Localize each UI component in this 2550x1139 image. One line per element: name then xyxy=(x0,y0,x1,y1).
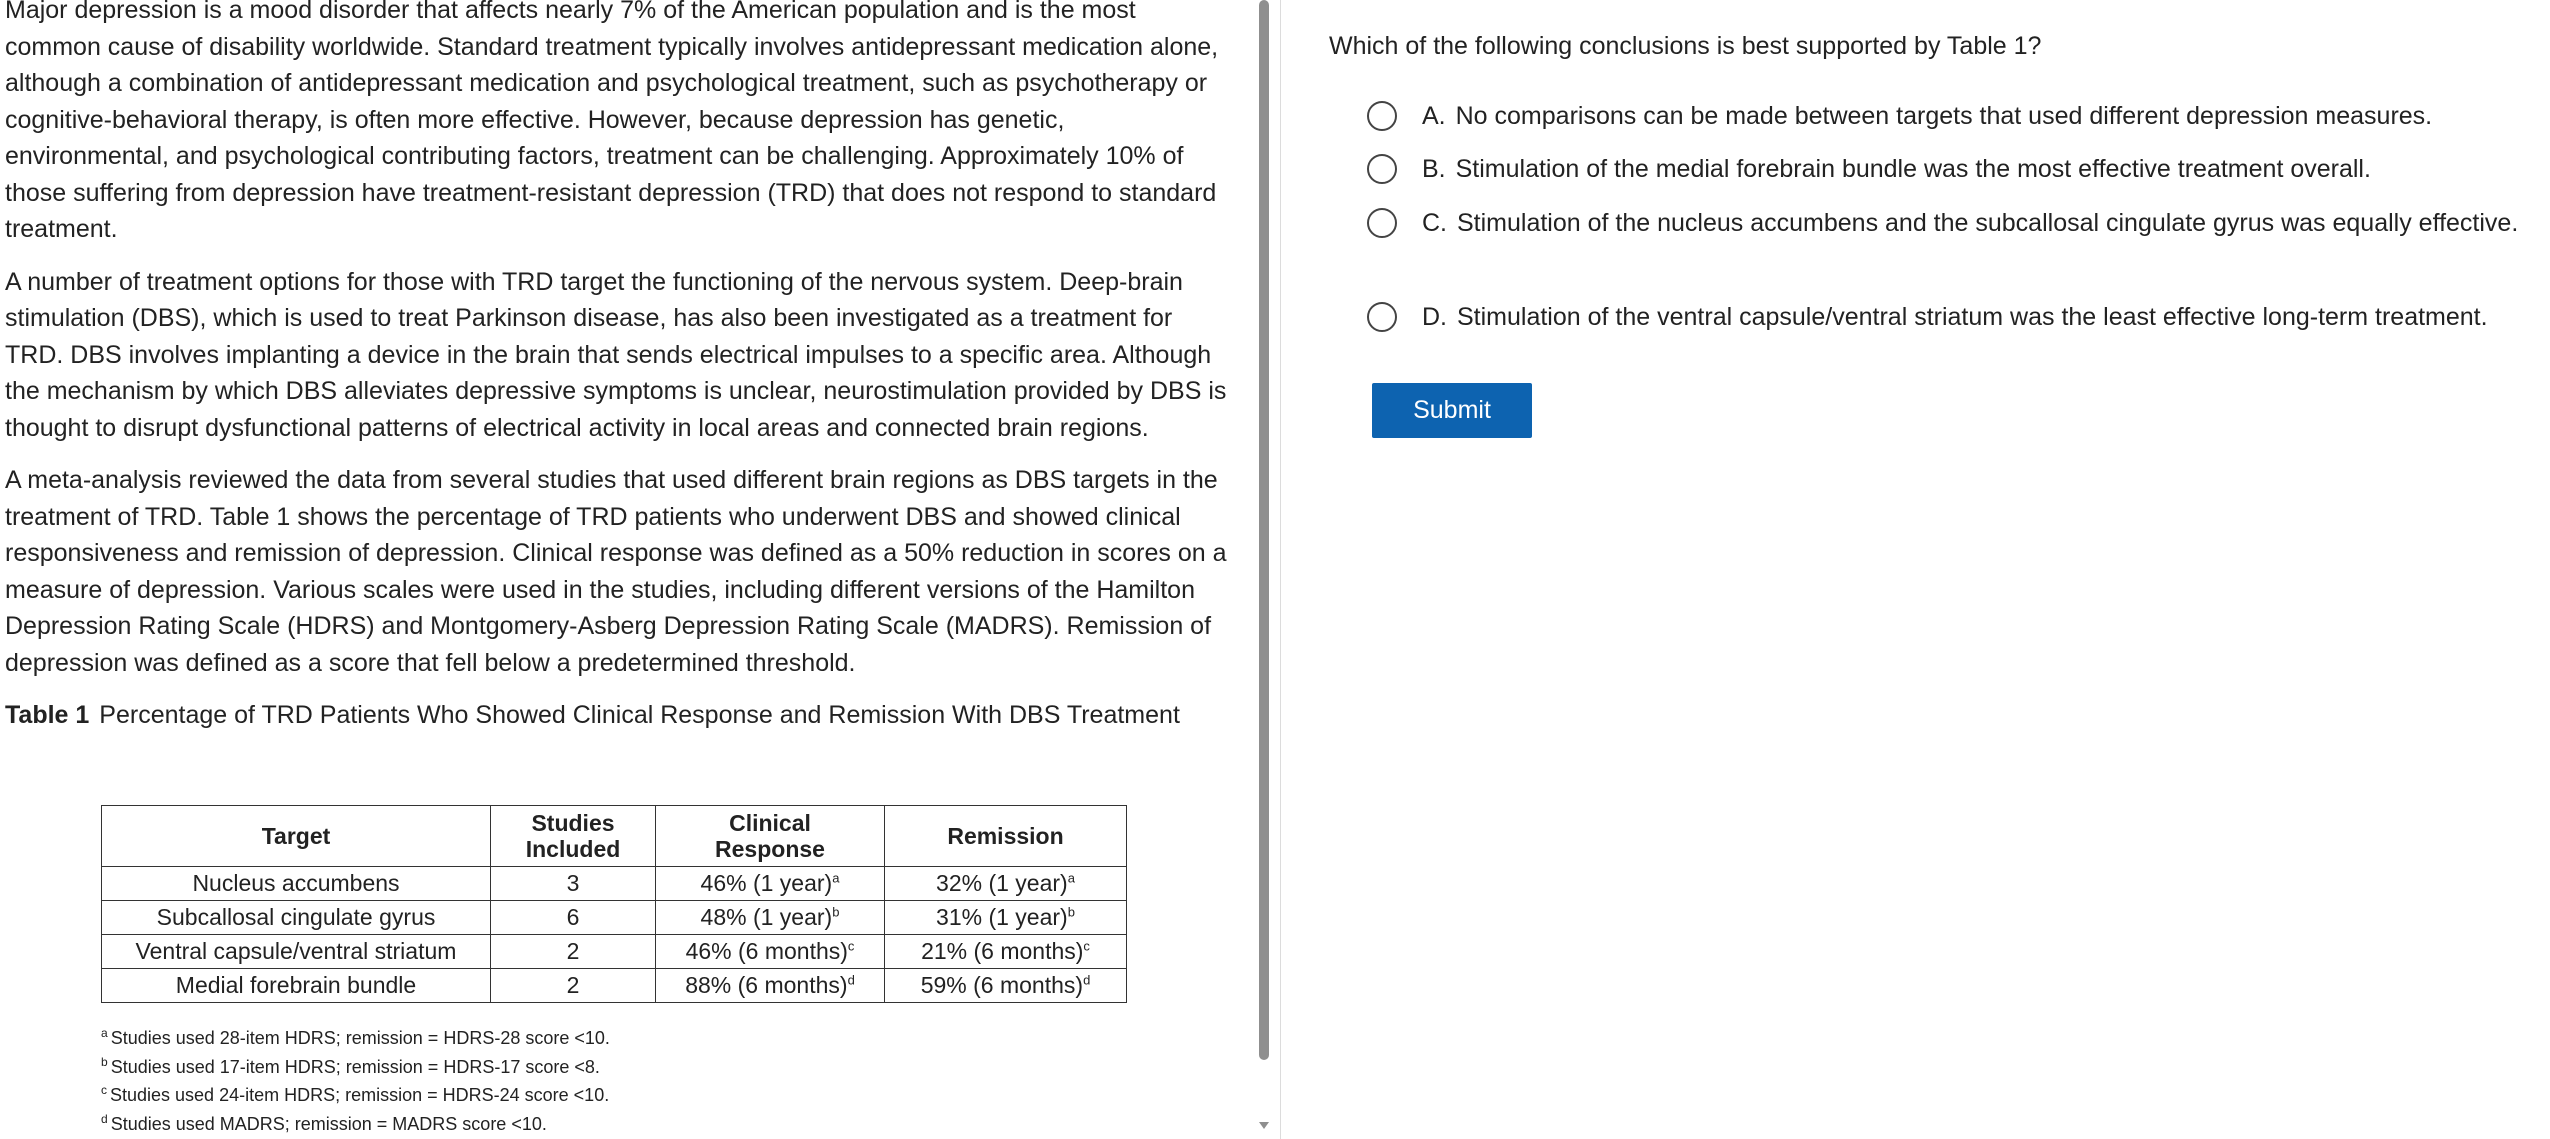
question-pane xyxy=(1282,0,2550,1139)
question-stem: Which of the following conclusions is best supported by Table 1? xyxy=(1329,32,2042,60)
choice-text: No comparisons can be made between targets that used different depression measures. xyxy=(1455,101,2433,130)
cell-response-value: 88% (6 months) xyxy=(685,972,848,998)
radio-button[interactable] xyxy=(1367,154,1397,184)
table-header-row xyxy=(102,806,1127,867)
results-table xyxy=(101,805,1127,1003)
cell-remission-value: 31% (1 year) xyxy=(936,904,1068,930)
passage xyxy=(5,0,1230,733)
footnote xyxy=(101,1110,610,1139)
cell-studies: 2 xyxy=(491,935,656,969)
footnote-marker: c xyxy=(847,938,855,954)
cell-remission-value: 21% (6 months) xyxy=(921,938,1084,964)
cell-target: Subcallosal cingulate gyrus xyxy=(102,901,491,935)
table-footnotes xyxy=(101,1024,610,1138)
submit-button[interactable]: Submit xyxy=(1372,383,1532,438)
footnote-marker: b xyxy=(832,904,840,920)
cell-remission-value: 59% (6 months) xyxy=(920,972,1084,998)
footnote-mark: b xyxy=(101,1054,108,1069)
cell-target: Medial forebrain bundle xyxy=(102,969,491,1003)
header-clinical-response-label: Clinical Response xyxy=(715,810,825,862)
footnote-mark: d xyxy=(101,1111,108,1126)
choice-text: Stimulation of the nucleus accumbens and the subcallosal cingulate gyrus was equally effective. xyxy=(1457,208,2519,237)
cell-remission xyxy=(885,901,1127,935)
footnote-marker: c xyxy=(1083,938,1090,954)
footnote-text: Studies used 17-item HDRS; remission = HDRS-17 score <8. xyxy=(110,1056,600,1077)
passage-paragraph-3: A meta-analysis reviewed the data from several studies that used different brain regions as DBS targets in the treatment of TRD. Table 1 shows the percentage of TRD patients who underwent DBS and showed clinical responsiveness and remission of depression. Clinical response was defined as a 50% reduction in scores on a measure of depression. Various scales were used in the studies, including different versions of the Hamilton Depression Rating Scale (HDRS) and Montgomery-Asberg Depression Rating Scale (MADRS). Remission of depression was defined as a score that fell below a predetermined threshold. xyxy=(5,466,1227,677)
choice-letter: B. xyxy=(1422,154,1446,183)
choice-text: Stimulation of the ventral capsule/ventral striatum was the least effective long-term treatment. xyxy=(1457,302,2488,331)
cell-remission-value: 32% (1 year) xyxy=(936,870,1068,896)
table-row xyxy=(102,969,1127,1003)
cell-remission xyxy=(885,969,1127,1003)
cell-remission xyxy=(885,935,1127,969)
chevron-down-icon[interactable] xyxy=(1257,1118,1271,1132)
footnote xyxy=(101,1053,610,1082)
footnote-marker: a xyxy=(1067,870,1075,886)
choice-letter: A. xyxy=(1422,101,1446,130)
cell-studies: 6 xyxy=(491,901,656,935)
table-caption-label: Table 1 xyxy=(5,701,90,729)
choice-letter: C. xyxy=(1422,208,1447,237)
passage-paragraph-1: Major depression is a mood disorder that affects nearly 7% of the American population and is the most common cause of disability worldwide. Standard treatment typically involves antidepressant medication alone, although a combination of antidepressant medication and psychological treatment, such as psychotherapy or cognitive-behavioral therapy, is often more effective. However, because depression has genetic, environmental, and psychological contributing factors, treatment can be challenging. Approximately 10% of those suffering from depression have treatment-resistant depression (TRD) that does not respond to standard treatment. xyxy=(5,0,1219,243)
passage-pane xyxy=(0,0,1254,1139)
footnote-mark: a xyxy=(101,1026,108,1040)
footnote-text: Studies used 28-item HDRS; remission = HDRS-28 score <10. xyxy=(110,1028,610,1048)
header-target: Target xyxy=(102,806,491,867)
cell-remission xyxy=(885,867,1127,901)
footnote xyxy=(101,1024,610,1053)
cell-response-value: 48% (1 year) xyxy=(700,904,833,930)
table-row xyxy=(102,901,1127,935)
cell-response xyxy=(656,935,885,969)
footnote-marker: a xyxy=(832,870,840,886)
header-clinical-response xyxy=(656,806,885,867)
answer-choice-d[interactable] xyxy=(1367,302,2488,332)
cell-response xyxy=(656,901,885,935)
cell-response-value: 46% (6 months) xyxy=(685,938,848,964)
table-row xyxy=(102,935,1127,969)
footnote-text: Studies used 24-item HDRS; remission = HDRS-24 score <10. xyxy=(110,1085,610,1105)
cell-target: Nucleus accumbens xyxy=(102,867,491,901)
cell-studies: 2 xyxy=(491,969,656,1003)
footnote-text: Studies used MADRS; remission = MADRS score <10. xyxy=(110,1113,547,1134)
answer-choice-b[interactable] xyxy=(1367,154,2371,184)
footnote-mark: c xyxy=(101,1083,107,1097)
table-caption-text: Percentage of TRD Patients Who Showed Clinical Response and Remission With DBS Treatment xyxy=(99,701,1180,729)
choice-text: Stimulation of the medial forebrain bundle was the most effective treatment overall. xyxy=(1455,154,2371,183)
answer-choice-c[interactable] xyxy=(1367,208,2518,238)
cell-response xyxy=(656,969,885,1003)
cell-target: Ventral capsule/ventral striatum xyxy=(102,935,491,969)
footnote-marker: d xyxy=(1083,972,1091,988)
radio-button[interactable] xyxy=(1367,101,1397,131)
answer-choice-a[interactable] xyxy=(1367,101,2432,131)
footnote xyxy=(101,1081,610,1110)
choice-letter: D. xyxy=(1422,302,1447,331)
passage-paragraph-2: A number of treatment options for those with TRD target the functioning of the nervous system. Deep-brain stimulation (DBS), which is used to treat Parkinson disease, has also been investigated as a treatment for TRD. DBS involves implanting a device in the brain that sends electrical impulses to a specific area. Although the mechanism by which DBS alleviates depressive symptoms is unclear, neurostimulation provided by DBS is thought to disrupt dysfunctional patterns of electrical activity in local areas and connected brain regions. xyxy=(5,267,1227,442)
passage-scrollbar-thumb[interactable] xyxy=(1259,0,1269,1060)
footnote-marker: d xyxy=(847,972,855,988)
radio-button[interactable] xyxy=(1367,208,1397,238)
footnote-marker: b xyxy=(1067,904,1075,920)
header-studies-included xyxy=(491,806,656,867)
table-caption xyxy=(5,697,1230,733)
cell-response xyxy=(656,867,885,901)
table-row xyxy=(102,867,1127,901)
header-studies-included-label: Studies Included xyxy=(525,810,621,862)
header-remission: Remission xyxy=(885,806,1127,867)
radio-button[interactable] xyxy=(1367,302,1397,332)
cell-studies: 3 xyxy=(491,867,656,901)
cell-response-value: 46% (1 year) xyxy=(700,870,833,896)
